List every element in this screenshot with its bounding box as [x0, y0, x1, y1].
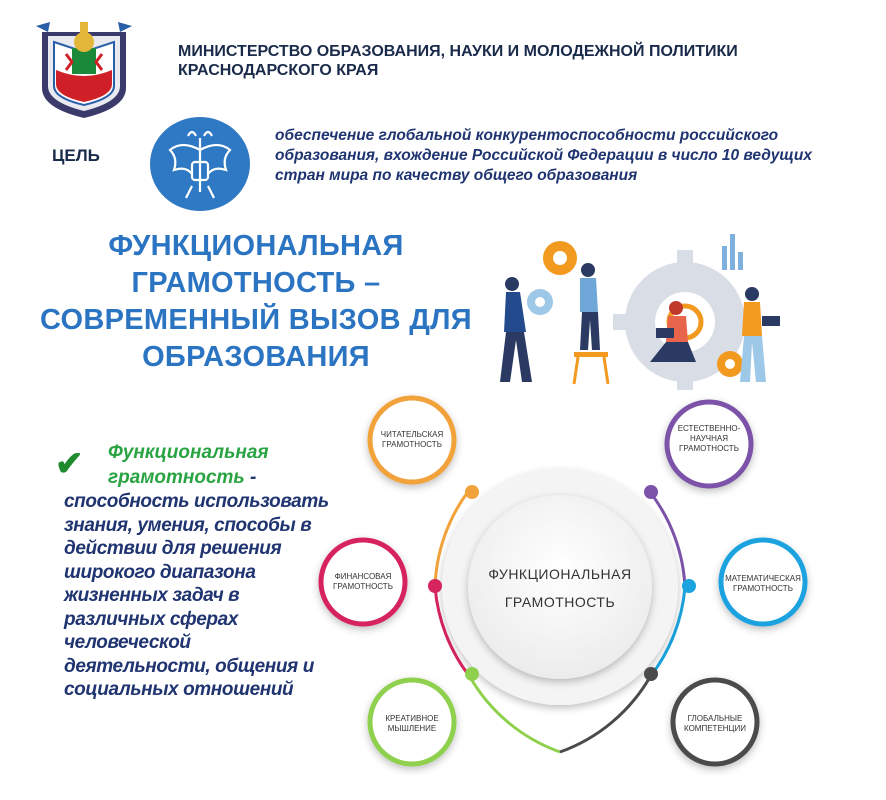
- russian-emblem-icon: [148, 116, 252, 212]
- node-label-creative: КРЕАТИВНОЕ МЫШЛЕНИЕ: [385, 714, 439, 733]
- center-inner-circle: [468, 495, 652, 679]
- node-label-math: МАТЕМАТИЧЕСКАЯ ГРАМОТНОСТЬ: [725, 574, 801, 593]
- node-label-science: ЕСТЕСТВЕННО-НАУЧНАЯ ГРАМОТНОСТЬ: [677, 424, 741, 453]
- ministry-title: МИНИСТЕРСТВО ОБРАЗОВАНИЯ, НАУКИ И МОЛОДЕЖНОЙ ПОЛИТИКИ КРАСНОДАРСКОГО КРАЯ: [178, 43, 738, 79]
- check-icon: ✔: [55, 445, 84, 483]
- definition-dash: -: [244, 467, 257, 488]
- definition-term: [108, 440, 328, 490]
- definition-text: способность использовать знания, умения, способы в действии для решения широкого диапазона жизненных задач в различных сферах человеческой деятельности, общения и социальных отношений: [64, 491, 329, 700]
- center-label-line1: ФУНКЦИОНАЛЬНАЯ: [488, 566, 632, 582]
- definition-term-text: Функциональная грамотность: [108, 442, 269, 488]
- goal-label: ЦЕЛЬ: [52, 146, 100, 165]
- krasnodar-coat-of-arms-icon: [36, 12, 132, 120]
- center-label-line2: ГРАМОТНОСТЬ: [504, 594, 616, 610]
- node-label-reading: ЧИТАТЕЛЬСКАЯ ГРАМОТНОСТЬ: [380, 430, 444, 449]
- node-label-global: ГЛОБАЛЬНЫЕ КОМПЕТЕНЦИИ: [684, 714, 746, 733]
- main-title: ФУНКЦИОНАЛЬНАЯ ГРАМОТНОСТЬ – СОВРЕМЕННЫЙ ВЫЗОВ ДЛЯ ОБРАЗОВАНИЯ: [40, 230, 472, 373]
- teamwork-gears-illustration: [500, 232, 800, 392]
- node-label-financial: ФИНАНСОВАЯ ГРАМОТНОСТЬ: [333, 572, 393, 591]
- goal-text: обеспечение глобальной конкурентоспособности российского образования, вхождение Российской Федерации в число 10 ведущих стран мира по качеству общего образования: [275, 127, 812, 184]
